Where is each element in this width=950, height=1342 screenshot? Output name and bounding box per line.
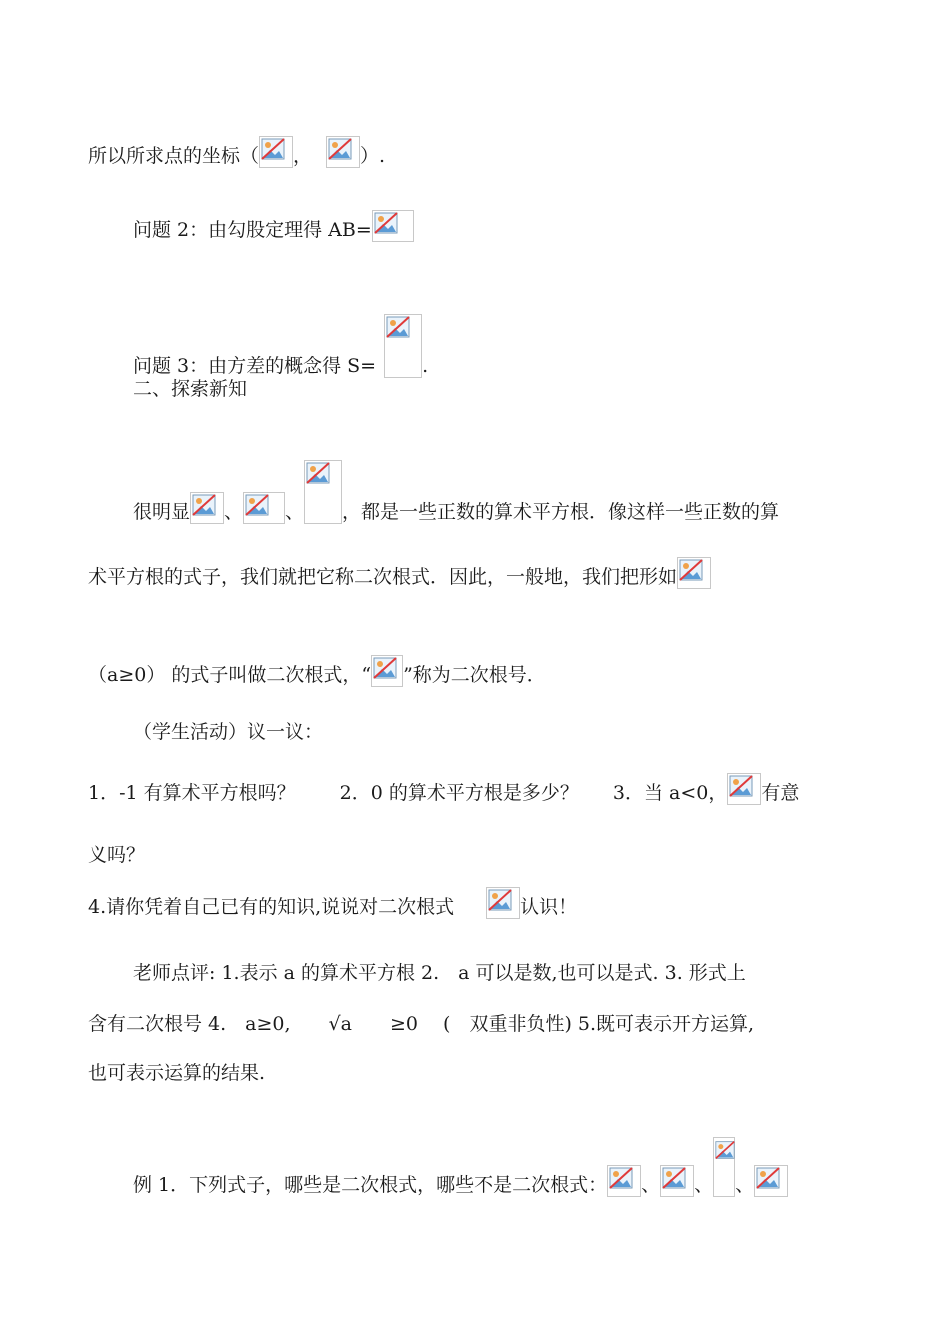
text: ，都是一些正数的算术平方根．像这样一些正数的算: [342, 501, 780, 523]
line-comment-3: [88, 1061, 265, 1085]
line-comment-1: [133, 961, 746, 985]
line-activity: [133, 720, 323, 744]
text: 义吗？: [88, 844, 146, 866]
line-question-cont: [88, 843, 145, 867]
broken-image-icon: [259, 136, 293, 168]
text: 二、探索新知: [133, 378, 248, 400]
broken-image-icon: [326, 136, 360, 168]
text: 、: [224, 501, 244, 523]
text: 含有二次根号 4. a≥0, √a ≥0 ( 双重非负性) 5.既可表示开方运算,: [88, 1013, 755, 1035]
text: 问题 2：由勾股定理得 AB=: [133, 219, 372, 241]
line-radical-sign: [88, 655, 546, 687]
broken-image-icon: [660, 1165, 694, 1197]
line-question-2: [133, 210, 414, 242]
broken-image-icon: [754, 1165, 788, 1197]
broken-image-icon: [677, 557, 711, 589]
broken-image-icon: [190, 492, 224, 524]
text: .: [422, 355, 429, 377]
text: 例 1．下列式子，哪些是二次根式，哪些不是二次根式：: [133, 1174, 608, 1196]
text: 有意: [761, 782, 800, 804]
line-question-3: [133, 314, 428, 378]
text: 、: [641, 1174, 661, 1196]
text: 也可表示运算的结果.: [88, 1062, 266, 1084]
line-question-4: [88, 887, 577, 919]
broken-image-icon: [304, 460, 342, 524]
text: 、: [285, 501, 305, 523]
broken-image-icon: [384, 314, 422, 378]
section-heading: [133, 377, 247, 401]
text: 认识！: [520, 896, 578, 918]
text: 1．-1 有算术平方根吗？: [88, 782, 296, 804]
line-example-1: [133, 1137, 788, 1197]
text: 所以所求点的坐标（: [88, 145, 260, 167]
text: 老师点评: 1.表示 a 的算术平方根 2. a 可以是数,也可以是式. 3. 形式上: [133, 962, 746, 984]
line-questions: [88, 773, 799, 805]
line-coordinates: [88, 136, 385, 168]
text: 、: [694, 1174, 714, 1196]
text: （学生活动）议一议：: [133, 721, 324, 743]
broken-image-icon: [607, 1165, 641, 1197]
text: ）.: [360, 145, 386, 167]
line-definition: [88, 557, 711, 589]
text: ”称为二次根号．: [403, 664, 546, 686]
text: 、: [735, 1174, 755, 1196]
text: ，: [293, 145, 313, 167]
broken-image-icon: [486, 887, 520, 919]
text: 4.请你凭着自己已有的知识,说说对二次根式: [88, 896, 455, 918]
text: 2．0 的算术平方根是多少？: [339, 782, 579, 804]
line-examples: [133, 460, 779, 524]
broken-image-icon: [727, 773, 761, 805]
text: 术平方根的式子，我们就把它称二次根式．因此，一般地，我们把形如: [88, 566, 678, 588]
text: （a≥0） 的式子叫做二次根式，“: [88, 664, 372, 686]
broken-image-icon: [243, 492, 285, 524]
text: 问题 3：由方差的概念得 S=: [133, 355, 377, 377]
text: 很明显: [133, 501, 191, 523]
broken-image-icon: [371, 655, 403, 687]
text: 3．当 a<0，: [612, 782, 728, 804]
line-comment-2: [88, 1012, 754, 1036]
broken-image-icon: [372, 210, 414, 242]
broken-image-icon: [713, 1137, 735, 1197]
